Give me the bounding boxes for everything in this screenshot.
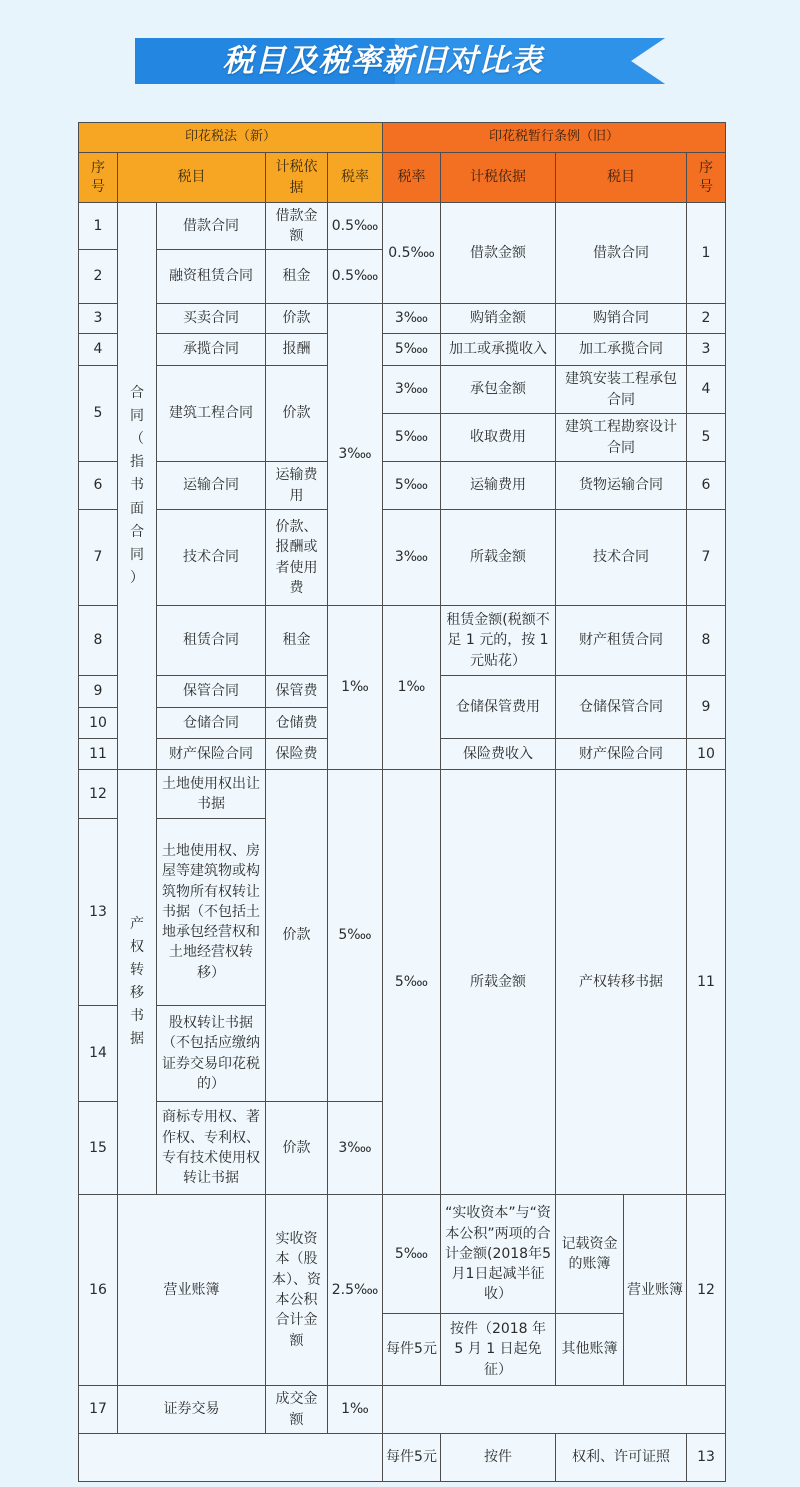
new-category-transfer-label: 产权转移书据: [130, 915, 144, 1048]
old-row-11-seq: 11: [687, 770, 725, 1194]
new-row-10-seq: 10: [79, 708, 117, 738]
page-title: 税目及税率新旧对比表: [222, 43, 543, 79]
new-rows-12-14-basis: 价款: [266, 770, 327, 1101]
old-row-4-rate: 3‱: [383, 366, 440, 413]
new-row-16-item: 营业账簿: [118, 1195, 265, 1385]
new-row-14-seq: 14: [79, 1006, 117, 1101]
old-row-1-item: 借款合同: [556, 203, 686, 303]
old-row-13-basis: 按件: [441, 1434, 555, 1481]
old-row-13-item: 权利、许可证照: [556, 1434, 686, 1481]
new-category-contract: [118, 203, 156, 769]
new-row-2-item: 融资租赁合同: [157, 250, 265, 303]
new-row-17-basis: 成交金额: [266, 1386, 327, 1433]
new-row-8-item: 租赁合同: [157, 606, 265, 675]
old-row-6-seq: 6: [687, 462, 725, 509]
old-row-12b-subitem: 其他账簿: [556, 1314, 623, 1385]
old-row-2-basis: 购销金额: [441, 304, 555, 333]
old-row-1-rate: 0.5‱: [383, 203, 440, 303]
header-new-basis: 计税依据: [266, 153, 327, 202]
old-row-9-item: 仓储保管合同: [556, 676, 686, 738]
new-row-7-item: 技术合同: [157, 510, 265, 605]
new-row-1-seq: 1: [79, 203, 117, 249]
new-row-3-seq: 3: [79, 304, 117, 333]
new-rows-3-7-rate: 3‱: [328, 304, 382, 605]
old-row-13-rate: 每件5元: [383, 1434, 440, 1481]
header-old-item: 税目: [556, 153, 686, 202]
old-row-11-basis: 所载金额: [441, 770, 555, 1194]
comparison-table: [78, 122, 726, 1482]
old-row-10-basis: 保险费收入: [441, 739, 555, 769]
old-row-9-seq: 9: [687, 676, 725, 738]
new-row-1-basis: 借款金额: [266, 203, 327, 249]
header-old-law: 印花税暂行条例（旧）: [383, 123, 725, 152]
new-rows-12-14-rate: 5‱: [328, 770, 382, 1101]
old-row-2-seq: 2: [687, 304, 725, 333]
old-row-3-basis: 加工或承揽收入: [441, 334, 555, 365]
new-row-5-seq: 5: [79, 366, 117, 461]
new-row-6-basis: 运输费用: [266, 462, 327, 509]
new-row-17-rate: 1‰: [328, 1386, 382, 1433]
old-row-10-seq: 10: [687, 739, 725, 769]
new-row-2-seq: 2: [79, 250, 117, 303]
header-new-item: 税目: [118, 153, 265, 202]
header-old-basis: 计税依据: [441, 153, 555, 202]
new-row-5-item: 建筑工程合同: [157, 366, 265, 461]
new-rows-8-11-rate: 1‰: [328, 606, 382, 769]
old-row-8-item: 财产租赁合同: [556, 606, 686, 675]
old-row-12a-subitem: 记载资金的账簿: [556, 1195, 623, 1313]
old-row-3-seq: 3: [687, 334, 725, 365]
new-row-11-item: 财产保险合同: [157, 739, 265, 769]
new-row-4-seq: 4: [79, 334, 117, 365]
old-row-4-item: 建筑安装工程承包合同: [556, 366, 686, 413]
old-row-12a-rate: 5‱: [383, 1195, 440, 1313]
new-row-11-seq: 11: [79, 739, 117, 769]
new-row-17-seq: 17: [79, 1386, 117, 1433]
new-row-2-rate: 0.5‱: [328, 250, 382, 303]
new-row-15-basis: 价款: [266, 1102, 327, 1194]
old-row-7-basis: 所载金额: [441, 510, 555, 605]
new-row-2-basis: 租金: [266, 250, 327, 303]
new-row-15-item: 商标专用权、著作权、专利权、专有技术使用权转让书据: [157, 1102, 265, 1194]
new-row-12-seq: 12: [79, 770, 117, 818]
new-row-12-item: 土地使用权出让书据: [157, 770, 265, 818]
old-row-13-seq: 13: [687, 1434, 725, 1481]
new-row-13-seq: 13: [79, 819, 117, 1005]
header-new-seq-label: 序号: [91, 160, 105, 195]
new-row-11-basis: 保险费: [266, 739, 327, 769]
old-row-9-basis: 仓储保管费用: [441, 676, 555, 738]
old-row-6-item: 货物运输合同: [556, 462, 686, 509]
old-row-3-item: 加工承揽合同: [556, 334, 686, 365]
old-row-12a-basis: “实收资本”与“资本公积”两项的合计金额(2018年5月1日起减半征收）: [441, 1195, 555, 1313]
new-row-6-seq: 6: [79, 462, 117, 509]
old-row-1-seq: 1: [687, 203, 725, 303]
header-old-seq: [687, 153, 725, 202]
header-old-rate: 税率: [383, 153, 440, 202]
old-row-12-seq: 12: [687, 1195, 725, 1385]
new-row-8-basis: 租金: [266, 606, 327, 675]
old-row-1-basis: 借款金额: [441, 203, 555, 303]
old-row-8-basis: 租赁金额(税额不足 1 元的，按 1 元贴花）: [441, 606, 555, 675]
new-row-7-basis: 价款、报酬或者使用费: [266, 510, 327, 605]
old-row-12b-basis: 按件（2018 年 5 月 1 日起免征）: [441, 1314, 555, 1385]
old-row-7-item: 技术合同: [556, 510, 686, 605]
header-new-seq: [79, 153, 117, 202]
old-row-11-item: 产权转移书据: [556, 770, 686, 1194]
new-row-9-seq: 9: [79, 676, 117, 707]
new-row-4-basis: 报酬: [266, 334, 327, 365]
old-row-5-rate: 5‱: [383, 414, 440, 461]
new-category-contract-label: 合同（指书面合同）: [130, 385, 144, 586]
new-row-17-item: 证券交易: [118, 1386, 265, 1433]
new-row-7-seq: 7: [79, 510, 117, 605]
new-row-4-item: 承揽合同: [157, 334, 265, 365]
new-category-transfer: [118, 770, 156, 1194]
old-empty-cell: [383, 1386, 725, 1433]
new-row-10-item: 仓储合同: [157, 708, 265, 738]
old-row-7-seq: 7: [687, 510, 725, 605]
old-row-6-basis: 运输费用: [441, 462, 555, 509]
new-row-15-rate: 3‱: [328, 1102, 382, 1194]
old-row-10-item: 财产保险合同: [556, 739, 686, 769]
new-row-13-item: 土地使用权、房屋等建筑物或构筑物所有权转让书据（不包括土地承包经营权和土地经营权转移）: [157, 819, 265, 1005]
new-empty-cell: [79, 1434, 382, 1481]
new-row-1-rate: 0.5‱: [328, 203, 382, 249]
new-row-5-basis: 价款: [266, 366, 327, 461]
old-row-11-rate: 5‱: [383, 770, 440, 1194]
old-row-6-rate: 5‱: [383, 462, 440, 509]
new-row-8-seq: 8: [79, 606, 117, 675]
new-row-16-rate: 2.5‱: [328, 1195, 382, 1385]
new-row-16-basis: 实收资本（股本）、资本公积合计金额: [266, 1195, 327, 1385]
new-row-3-basis: 价款: [266, 304, 327, 333]
new-row-3-item: 买卖合同: [157, 304, 265, 333]
title-banner: [135, 38, 665, 84]
old-row-5-item: 建筑工程勘察设计合同: [556, 414, 686, 461]
old-row-2-item: 购销合同: [556, 304, 686, 333]
header-old-seq-label: 序号: [699, 160, 713, 195]
old-row-4-seq: 4: [687, 366, 725, 413]
header-new-law: 印花税法（新）: [79, 123, 382, 152]
old-row-5-basis: 收取费用: [441, 414, 555, 461]
new-row-10-basis: 仓储费: [266, 708, 327, 738]
old-row-8-seq: 8: [687, 606, 725, 675]
new-row-9-item: 保管合同: [157, 676, 265, 707]
old-row-12b-rate: 每件5元: [383, 1314, 440, 1385]
old-row-5-seq: 5: [687, 414, 725, 461]
old-rows-8-10-rate: 1‰: [383, 606, 440, 769]
new-row-14-item: 股权转让书据（不包括应缴纳证券交易印花税的）: [157, 1006, 265, 1101]
old-row-7-rate: 3‱: [383, 510, 440, 605]
old-row-12-item: 营业账簿: [624, 1195, 686, 1385]
new-row-9-basis: 保管费: [266, 676, 327, 707]
new-row-16-seq: 16: [79, 1195, 117, 1385]
new-row-1-item: 借款合同: [157, 203, 265, 249]
old-row-2-rate: 3‱: [383, 304, 440, 333]
new-row-6-item: 运输合同: [157, 462, 265, 509]
old-row-3-rate: 5‱: [383, 334, 440, 365]
new-row-15-seq: 15: [79, 1102, 117, 1194]
header-new-rate: 税率: [328, 153, 382, 202]
old-row-4-basis: 承包金额: [441, 366, 555, 413]
